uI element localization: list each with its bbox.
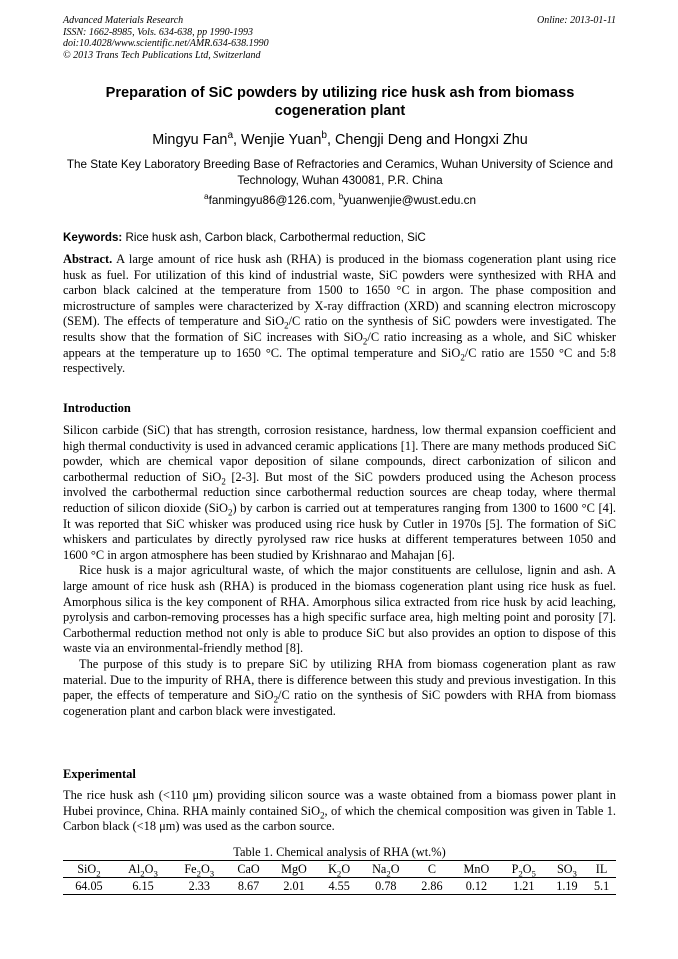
- keywords: [63, 231, 616, 245]
- table-cell: 8.67: [227, 878, 269, 895]
- author-name: Mingyu Fan: [152, 132, 228, 148]
- author-name: Hongxi Zhu: [454, 132, 528, 148]
- journal-header: [63, 15, 616, 61]
- author-separator: ,: [233, 132, 242, 148]
- column-header: SiO$_2$: [63, 861, 115, 878]
- column-header: CaO: [227, 861, 269, 878]
- subscript: 2: [284, 320, 289, 331]
- column-header: $SO_3$: [547, 861, 587, 878]
- table-cell: 1.21: [501, 878, 547, 895]
- issn-line: ISSN: 1662-8985, Vols. 634-638, pp 1990-1993: [63, 26, 253, 38]
- affiliation: The State Key Laboratory Breeding Base of Refractories and Ceramics, Wuhan University of Science and Technology, Wuhan 430081, P.R. China: [66, 158, 614, 187]
- column-header: MgO: [270, 861, 319, 878]
- column-header: $P_2O_5$: [501, 861, 547, 878]
- subscript: 2: [460, 352, 465, 363]
- column-header: $K_2O$: [318, 861, 360, 878]
- chemical-analysis-table: [63, 860, 616, 895]
- paragraph: Rice husk is a major agricultural waste, of which the major constituents are cellulose, lignin and ash. A large amount of rice husk ash (RHA) is produced in the biomass cogeneration plant using rice husk as fuel. Amorphous silica is the key component of RHA. Amorphous silica extracted from rice husk by acid leaching, pyrolysis and carbon-removing processes has a high specific surface area, high melting point and porosity [7]. Carbothermal reduction method not only is able to produce SiC but also provides an option to dispose of this waste via an environmental-friendly method [8].: [63, 563, 616, 656]
- introduction-body: [63, 423, 616, 719]
- table-cell: 2.01: [270, 878, 319, 895]
- table-cell: 2.86: [412, 878, 452, 895]
- author-name: Chengji Deng: [334, 132, 423, 148]
- online-date: Online: 2013-01-11: [537, 15, 616, 26]
- email-mark-a: a: [204, 192, 209, 202]
- paragraph: [63, 788, 616, 835]
- abstract-label: Abstract.: [63, 252, 113, 266]
- column-header: $Fe_2O_3$: [171, 861, 227, 878]
- author-separator: ,: [326, 132, 335, 148]
- author-affil-mark: a: [227, 130, 234, 142]
- paragraph-text: /C ratio on the synthesis of SiC powders with RHA from biomass cogeneration plant and carbon black were investigated.: [63, 688, 616, 718]
- column-header: $Na_2O$: [360, 861, 412, 878]
- table-cell: 4.55: [318, 878, 360, 895]
- paragraph-text: [2-3]. But most of the SiC powders produced using the Acheson process involved the carbothermal reduction since carbothermal reduction sources are cheap today, where thermal reduction of silicon dioxide (SiO: [63, 469, 616, 515]
- section-heading-experimental: Experimental: [63, 767, 136, 781]
- subscript: 2: [362, 336, 368, 347]
- table-cell: 5.1: [587, 878, 616, 895]
- experimental-body: [63, 788, 616, 835]
- abstract-text: A large amount of rice husk ash (RHA) is produced in the biomass cogeneration plant using rice husk as fuel. For utilization of this kind of industrial waste, SiC powders were synthesized with RHA and carbon black calcined at the temperature from 1500 to 1650 °C in argon. The phase composition and microstructure of samples were characterized by X-ray diffraction (XRD) and scanning electron microscopy (SEM). The effects of temperature and SiO: [63, 252, 616, 329]
- copyright-line: © 2013 Trans Tech Publications Ltd, Switzerland: [63, 49, 261, 61]
- column-header: $Al_2O_3$: [115, 861, 171, 878]
- keywords-text: Rice husk ash, Carbon black, Carbothermal reduction, SiC: [122, 231, 426, 244]
- paragraph-text: The purpose of this study is to prepare SiC by utilizing RHA from biomass cogeneration plant as raw material. Due to the impurity of RHA, there is difference between this study and previous investigation. In this paper, the effects of temperature and SiO: [63, 656, 616, 703]
- table-caption: Table 1. Chemical analysis of RHA (wt.%): [233, 845, 446, 859]
- abstract: [63, 252, 616, 377]
- author-list: [60, 132, 620, 149]
- table-cell: 0.78: [360, 878, 412, 895]
- column-header: IL: [587, 861, 616, 878]
- email-mark-b: b: [338, 192, 344, 202]
- table-cell: 0.12: [452, 878, 501, 895]
- table-row: [63, 878, 616, 895]
- email-separator: ,: [332, 194, 339, 207]
- subscript: 2: [320, 810, 325, 821]
- email-a: fanmingyu86@126.com: [208, 194, 333, 207]
- author-name: Wenjie Yuan: [241, 132, 322, 148]
- paragraph-text: Silicon carbide (SiC) that has strength, corrosion resistance, hardness, low thermal expansion coefficient and high thermal conductivity is used in advanced ceramic applications [1]. There are many methods produced SiC powder, which are chemical vapor deposition of silane compounds, direct carbonization of silicon and carbothermal reduction of SiO: [63, 423, 616, 484]
- author-affil-mark: b: [321, 130, 327, 142]
- paragraph: [63, 657, 616, 719]
- journal-name: Advanced Materials Research: [63, 15, 184, 26]
- column-header: MnO: [452, 861, 501, 878]
- paragraph-text: ) by carbon is carried out at temperatures ranging from 1300 to 1600 °C [4]. It was reported that SiC whisker was produced using rice husk by Cutler in 1970s [5]. The formation of SiC whiskers and particulates by directly pyrolysed raw rice husks at different temperatures between 1050 and 1600 °C in argon atmosphere has been studied by Krishnarao and Mahajan [6].: [63, 500, 616, 562]
- abstract-text: /C ratio increasing as a whole, and SiC whisker appears at the temperature up to 1650 °C. The optimal temperature and SiO: [63, 329, 617, 360]
- table-cell: 2.33: [171, 878, 227, 895]
- subscript: 2: [221, 476, 226, 487]
- table-header-row: [63, 861, 616, 878]
- paragraph-text: The rice husk ash (<110 μm) providing silicon source was a waste obtained from a biomass power plant in Hubei province, China. RHA mainly contained SiO: [63, 788, 616, 818]
- table-cell: 1.19: [547, 878, 587, 895]
- paragraph-text: , of which the chemical composition was given in Table 1. Carbon black (<18 μm) was used as the carbon source.: [63, 803, 616, 834]
- doi-line: doi:10.4028/www.scientific.net/AMR.634-638.1990: [63, 38, 269, 49]
- subscript: 2: [273, 694, 279, 705]
- keywords-label: Keywords:: [63, 231, 123, 244]
- author-emails: [64, 194, 616, 208]
- author-and: and: [422, 132, 455, 148]
- paragraph: [63, 423, 616, 563]
- table-cell: 64.05: [63, 878, 115, 895]
- subscript: 2: [228, 507, 233, 518]
- email-b: yuanwenjie@wust.edu.cn: [343, 194, 476, 207]
- abstract-text: /C ratio are 1550 °C and 5:8 respectively.: [63, 345, 616, 376]
- section-heading-introduction: Introduction: [63, 401, 131, 415]
- column-header: C: [412, 861, 452, 878]
- table-cell: 6.15: [115, 878, 171, 895]
- paper-title: Preparation of SiC powders by utilizing rice husk ash from biomass cogeneration plant: [105, 85, 575, 119]
- abstract-text: /C ratio on the synthesis of SiC powders were investigated. The results show that the formation of SiC increases with SiO: [63, 314, 616, 344]
